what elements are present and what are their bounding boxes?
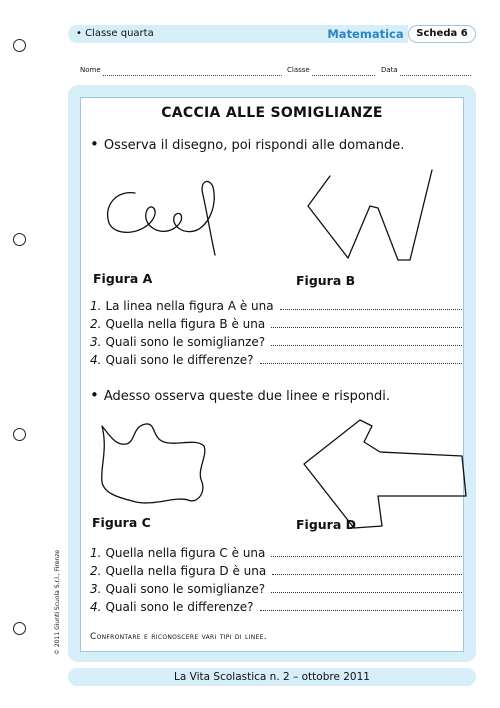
figure-b-label: Figura B [296, 273, 356, 288]
binder-hole-2 [13, 233, 26, 246]
bullet-icon: • [90, 135, 99, 153]
figure-c-drawing [92, 420, 212, 508]
question-2b [90, 563, 462, 578]
instruction-1-text: Osserva il disegno, poi rispondi alle domande. [103, 138, 405, 153]
question-text: Quella nella figura D è una [105, 564, 267, 578]
copyright-notice: © 2011 Giunti Scuola S.r.l., Firenze [54, 549, 61, 655]
figure-c-shape [102, 424, 205, 503]
figure-b-drawing [290, 168, 440, 266]
bullet-icon: • [90, 386, 99, 404]
worksheet-title: CACCIA ALLE SOMIGLIANZE [161, 105, 383, 121]
question-number: 1. [90, 299, 102, 313]
name-line [103, 68, 282, 76]
figure-b-polyline [308, 170, 432, 260]
answer-line[interactable] [271, 556, 462, 557]
question-text: Quali sono le differenze? [105, 353, 254, 367]
binder-hole-1 [13, 39, 26, 52]
question-3b [90, 581, 462, 596]
question-3a [90, 334, 462, 349]
page-footer: La Vita Scolastica n. 2 – ottobre 2011 [68, 668, 476, 686]
question-text: Quali sono le somiglianze? [105, 335, 266, 349]
answer-line[interactable] [271, 592, 462, 593]
class-level-label: • Classe quarta [68, 25, 323, 43]
question-1a [90, 298, 462, 313]
answer-line[interactable] [272, 574, 462, 575]
binder-hole-4 [13, 622, 26, 635]
answer-line[interactable] [271, 345, 462, 346]
figure-c-label: Figura C [92, 515, 151, 530]
page-header [68, 25, 476, 43]
question-text: Quella nella figura C è una [105, 546, 266, 560]
question-text: La linea nella figura A è una [105, 299, 274, 313]
answer-line[interactable] [271, 327, 462, 328]
class-field[interactable] [287, 64, 375, 76]
name-label: Nome [80, 66, 101, 74]
answer-line[interactable] [260, 610, 462, 611]
question-2a [90, 316, 462, 331]
question-number: 2. [90, 317, 102, 331]
question-4a [90, 352, 462, 367]
instruction-2 [90, 386, 390, 404]
question-number: 3. [90, 582, 102, 596]
date-label: Data [381, 66, 398, 74]
name-field[interactable] [80, 64, 282, 76]
question-text: Quali sono le somiglianze? [105, 582, 266, 596]
learning-objective: Confrontare e riconoscere vari tipi di linee. [90, 632, 267, 642]
question-number: 3. [90, 335, 102, 349]
date-line [400, 68, 471, 76]
answer-line[interactable] [280, 309, 462, 310]
question-text: Quali sono le differenze? [105, 600, 254, 614]
question-text: Quella nella figura B è una [105, 317, 266, 331]
sheet-number: Scheda 6 [408, 25, 476, 43]
figure-a-label: Figura A [93, 271, 153, 286]
figure-d-label: Figura D [296, 517, 356, 532]
question-number: 4. [90, 600, 102, 614]
question-4b [90, 599, 462, 614]
question-number: 1. [90, 546, 102, 560]
figure-d-drawing [300, 418, 470, 530]
subject-title: Matematica [323, 25, 408, 43]
figure-a-drawing [95, 175, 225, 260]
binder-hole-3 [13, 428, 26, 441]
class-line [312, 68, 375, 76]
question-1b [90, 545, 462, 560]
instruction-1 [90, 135, 404, 153]
question-number: 2. [90, 564, 102, 578]
instruction-2-text: Adesso osserva queste due linee e rispondi. [103, 389, 391, 404]
figure-d-arrow [304, 420, 466, 528]
question-number: 4. [90, 353, 102, 367]
class-label: Classe [287, 66, 310, 74]
date-field[interactable] [381, 64, 471, 76]
answer-line[interactable] [260, 363, 462, 364]
figure-a-curve [108, 181, 215, 255]
